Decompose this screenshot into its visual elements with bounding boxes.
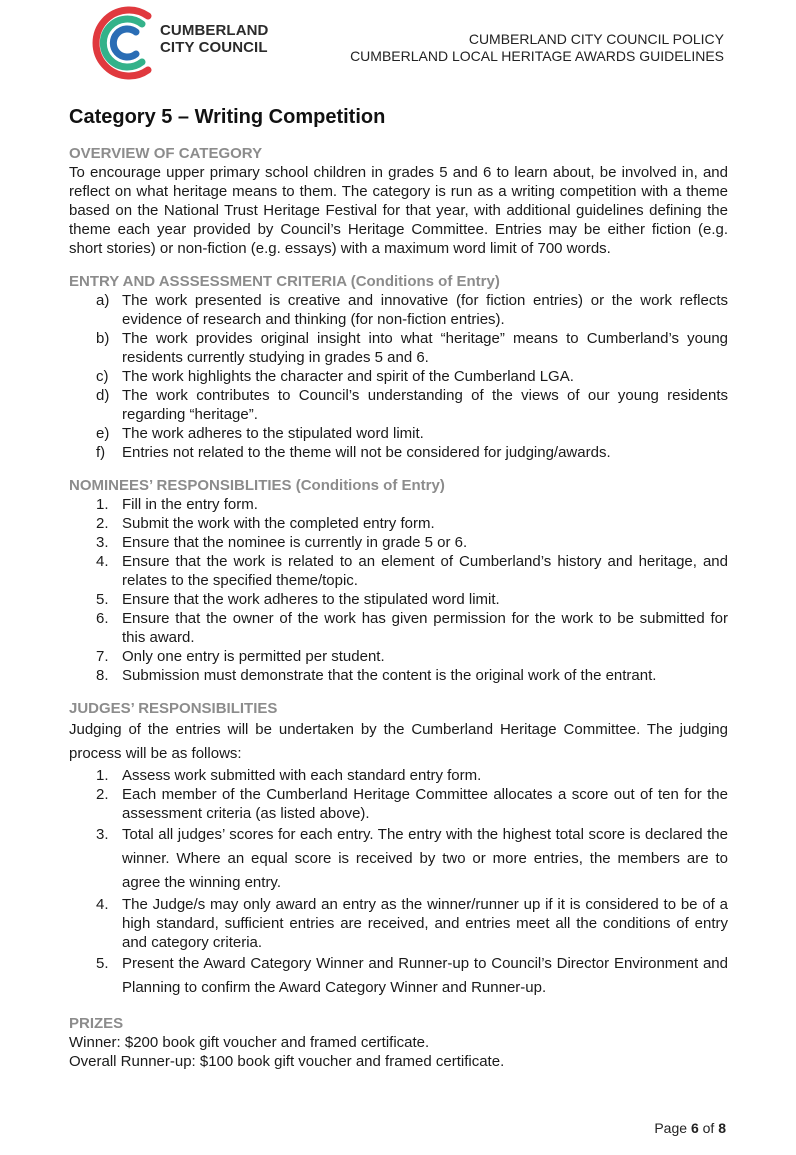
list-marker: c) xyxy=(96,368,109,385)
criteria-item xyxy=(69,291,728,329)
list-item-text: Fill in the entry form. xyxy=(122,496,258,513)
list-item-text: Ensure that the nominee is currently in grade 5 or 6. xyxy=(122,534,468,551)
nominees-list xyxy=(69,495,728,685)
list-item-text: Ensure that the work adheres to the stipulated word limit. xyxy=(122,591,500,608)
nominee-item xyxy=(69,647,728,666)
document-header xyxy=(350,31,724,65)
cumberland-logo xyxy=(82,2,282,84)
nominees-section xyxy=(69,476,728,685)
list-item-text: The work contributes to Council’s understanding of the views of our young residents regarding “heritage”. xyxy=(122,387,728,423)
list-marker: d) xyxy=(96,387,110,404)
page-number xyxy=(654,1120,726,1136)
runner-up-prize: Overall Runner-up: $100 book gift voucher and framed certificate. xyxy=(69,1053,505,1070)
list-marker: 2. xyxy=(96,515,109,532)
list-marker: e) xyxy=(96,425,110,442)
guidelines-title: CUMBERLAND LOCAL HERITAGE AWARDS GUIDELINES xyxy=(350,48,724,64)
judges-list xyxy=(69,766,728,1000)
criteria-item xyxy=(69,386,728,424)
logo-line-2: CITY COUNCIL xyxy=(160,39,268,56)
policy-title: CUMBERLAND CITY COUNCIL POLICY xyxy=(468,31,724,47)
page-of-label: of xyxy=(702,1120,715,1136)
current-page: 6 xyxy=(690,1120,699,1136)
prizes-heading: PRIZES xyxy=(69,1015,124,1032)
list-marker: 3. xyxy=(96,826,109,843)
logo-c-icon xyxy=(82,2,158,84)
page-label: Page xyxy=(654,1120,688,1136)
judge-step xyxy=(69,766,728,785)
criteria-item xyxy=(69,443,728,462)
criteria-item xyxy=(69,329,728,367)
list-item-text: The work adheres to the stipulated word limit. xyxy=(122,425,424,442)
list-item-text: Total all judges’ scores for each entry. The entry with the highest total score is declared the winner. Where an equal score is received by two or more entries, the members are to agree the winning entry. xyxy=(122,826,728,891)
list-marker: b) xyxy=(96,330,110,347)
nominee-item xyxy=(69,609,728,647)
list-item-text: Assess work submitted with each standard entry form. xyxy=(122,767,482,784)
total-pages: 8 xyxy=(718,1120,726,1136)
nominees-heading: NOMINEES’ RESPONSIBLITIES (Conditions of Entry) xyxy=(69,477,445,494)
judge-step xyxy=(69,823,728,895)
logo-wordmark xyxy=(160,22,269,56)
list-marker: f) xyxy=(96,444,106,461)
nominee-item xyxy=(69,495,728,514)
list-item-text: The Judge/s may only award an entry as the winner/runner up if it is considered to be of a high standard, sufficient entries are received, and entries meet all the conditions of entry and category criteria. xyxy=(122,896,728,951)
list-item-text: The work highlights the character and spirit of the Cumberland LGA. xyxy=(122,368,574,385)
list-marker: 6. xyxy=(96,610,109,627)
list-marker: 3. xyxy=(96,534,109,551)
list-marker: 4. xyxy=(96,553,109,570)
nominee-item xyxy=(69,552,728,590)
page-content xyxy=(69,104,728,1085)
list-marker: 8. xyxy=(96,667,109,684)
prizes-section xyxy=(69,1014,728,1071)
list-item-text: Entries not related to the theme will not be considered for judging/awards. xyxy=(122,444,611,461)
judge-step xyxy=(69,952,728,1000)
list-marker: 7. xyxy=(96,648,109,665)
list-item-text: Each member of the Cumberland Heritage Committee allocates a score out of ten for the assessment criteria (as listed above). xyxy=(122,786,728,822)
list-item-text: Only one entry is permitted per student. xyxy=(122,648,385,665)
judge-step xyxy=(69,785,728,823)
overview-text: To encourage upper primary school children in grades 5 and 6 to learn about, be involved in, and reflect on what heritage means to them. The category is run as a writing competition with a theme based on the National Trust Heritage Festival for that year, with additional guidelines defining the theme each year provided by Council’s Heritage Committee. Entries may be either fiction (e.g. short stories) or non-fiction (e.g. essays) with a maximum word limit of 700 words. xyxy=(69,164,728,257)
judges-heading: JUDGES’ RESPONSIBILITIES xyxy=(69,700,278,717)
list-marker: 5. xyxy=(96,955,109,972)
list-marker: 1. xyxy=(96,496,109,513)
list-item-text: Present the Award Category Winner and Runner-up to Council’s Director Environment and Planning to confirm the Award Category Winner and Runner-up. xyxy=(122,955,728,996)
list-item-text: The work provides original insight into what “heritage” means to Cumberland’s young residents currently studying in grades 5 and 6. xyxy=(122,330,728,366)
winner-prize: Winner: $200 book gift voucher and framed certificate. xyxy=(69,1034,430,1051)
list-marker: 5. xyxy=(96,591,109,608)
list-item-text: The work presented is creative and innovative (for fiction entries) or the work reflects evidence of research and thinking (for non-fiction entries). xyxy=(122,292,728,328)
criteria-item xyxy=(69,367,728,386)
list-marker: 2. xyxy=(96,786,109,803)
nominee-item xyxy=(69,514,728,533)
nominee-item xyxy=(69,666,728,685)
overview-heading: OVERVIEW OF CATEGORY xyxy=(69,145,263,162)
page-title: Category 5 – Writing Competition xyxy=(69,106,386,128)
judges-intro: Judging of the entries will be undertaken by the Cumberland Heritage Committee. The judging process will be as follows: xyxy=(69,721,728,762)
list-marker: 1. xyxy=(96,767,109,784)
nominee-item xyxy=(69,533,728,552)
list-item-text: Submit the work with the completed entry form. xyxy=(122,515,435,532)
criteria-list xyxy=(69,291,728,462)
criteria-item xyxy=(69,424,728,443)
list-item-text: Ensure that the work is related to an element of Cumberland’s history and heritage, and relates to the specified theme/topic. xyxy=(122,553,728,589)
judges-section xyxy=(69,699,728,1000)
nominee-item xyxy=(69,590,728,609)
criteria-section xyxy=(69,272,728,462)
logo-line-1: CUMBERLAND xyxy=(160,22,269,39)
judge-step xyxy=(69,895,728,952)
list-item-text: Ensure that the owner of the work has given permission for the work to be submitted for this award. xyxy=(122,610,728,646)
list-item-text: Submission must demonstrate that the content is the original work of the entrant. xyxy=(122,667,657,684)
list-marker: a) xyxy=(96,292,110,309)
criteria-heading: ENTRY AND ASSSESSMENT CRITERIA (Conditions of Entry) xyxy=(69,273,500,290)
list-marker: 4. xyxy=(96,896,109,913)
overview-section xyxy=(69,144,728,258)
